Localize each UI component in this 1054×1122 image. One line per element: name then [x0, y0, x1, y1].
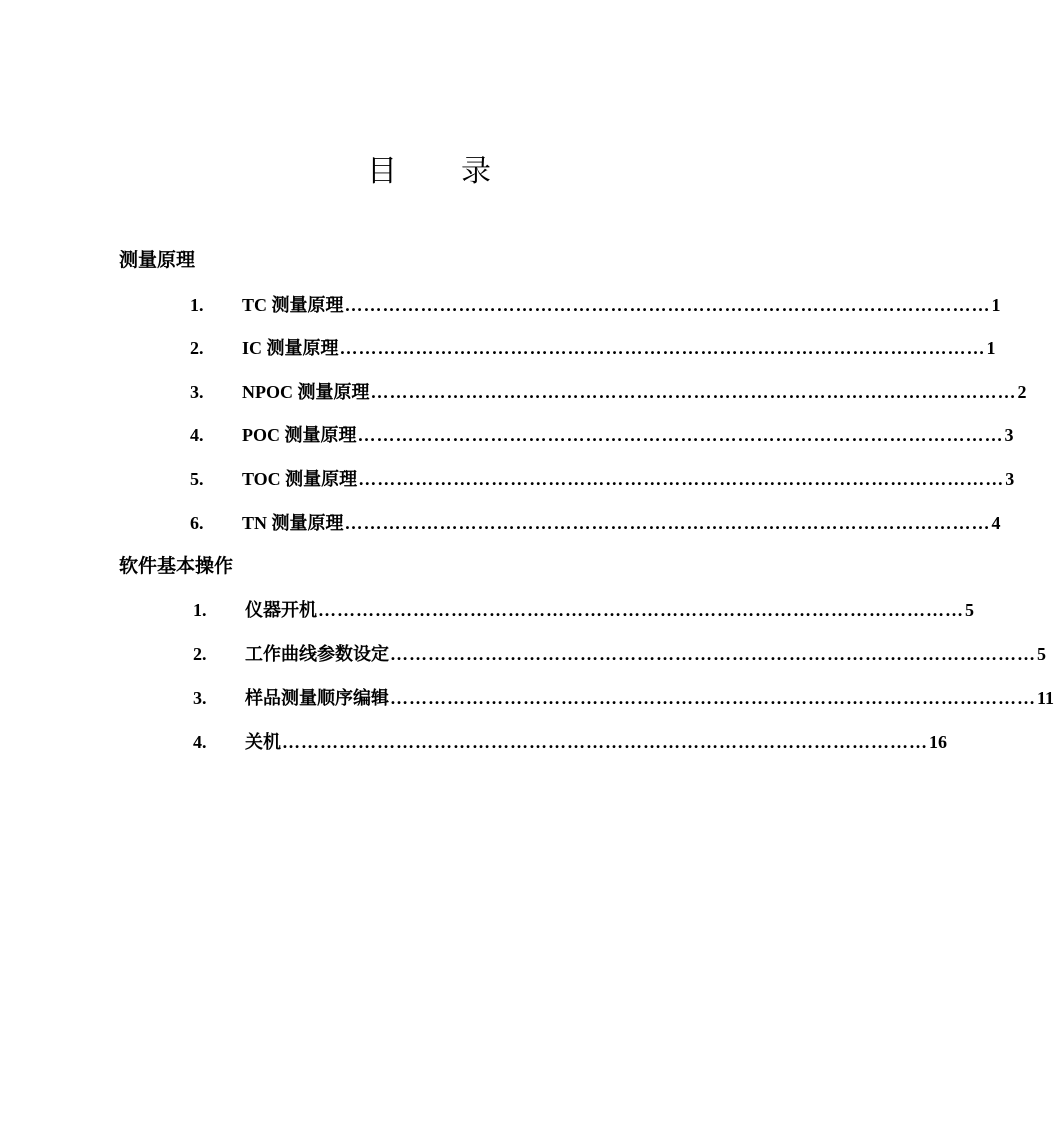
toc-entry-row: [242, 379, 1027, 405]
toc-entry-number: 1.: [190, 295, 204, 315]
toc-entry[interactable]: [0, 510, 1001, 536]
toc-title-char-1: 目: [367, 154, 397, 189]
toc-leader-dots: …………………………………………………………………………………………: [344, 513, 991, 533]
toc-entry-row: [242, 466, 1015, 492]
toc-title-char-2: 录: [461, 154, 491, 189]
toc-entry-row: [245, 729, 947, 755]
toc-entry-page: 16: [929, 732, 947, 752]
toc-entry-number: 5.: [190, 469, 204, 489]
toc-entry-row: [242, 335, 996, 361]
toc-entry-page: 3: [1004, 425, 1014, 445]
toc-entry-label: TOC 测量原理: [242, 469, 358, 489]
toc-entry-label: 关机: [245, 732, 281, 752]
toc-entry-page: 3: [1005, 469, 1015, 489]
toc-entry-page: 5: [1037, 644, 1046, 664]
toc-entry-label: 样品测量顺序编辑: [245, 688, 389, 708]
toc-entry-page: 1: [986, 338, 996, 358]
section-heading-measurement-principles: 测量原理: [119, 249, 196, 271]
toc-entry-row: [245, 685, 1054, 711]
toc-entry[interactable]: [0, 597, 974, 623]
toc-entry-number: 2.: [193, 644, 207, 664]
toc-entry-number: 2.: [190, 338, 204, 358]
toc-leader-dots: …………………………………………………………………………………………: [318, 600, 964, 620]
toc-leader-dots: …………………………………………………………………………………………: [390, 644, 1036, 664]
toc-entry-row: [242, 422, 1014, 448]
toc-entry-page: 2: [1017, 382, 1027, 402]
toc-title: [0, 148, 858, 196]
toc-entry-number: 3.: [193, 688, 207, 708]
toc-entry-row: [245, 641, 1046, 667]
toc-entry-row: [242, 292, 1001, 318]
toc-leader-dots: …………………………………………………………………………………………: [344, 295, 991, 315]
toc-leader-dots: …………………………………………………………………………………………: [282, 732, 928, 752]
toc-entry-row: [242, 510, 1001, 536]
toc-leader-dots: …………………………………………………………………………………………: [339, 338, 986, 358]
toc-entry-label: 仪器开机: [245, 600, 317, 620]
toc-entry-label: POC 测量原理: [242, 425, 357, 445]
toc-entry-page: 4: [991, 513, 1001, 533]
toc-entry-page: 5: [965, 600, 974, 620]
toc-entry-number: 3.: [190, 382, 204, 402]
toc-entry-label: TN 测量原理: [242, 513, 344, 533]
toc-entry-number: 4.: [190, 425, 204, 445]
toc-entry[interactable]: [0, 335, 996, 361]
toc-leader-dots: …………………………………………………………………………………………: [370, 382, 1017, 402]
toc-leader-dots: …………………………………………………………………………………………: [390, 688, 1036, 708]
toc-leader-dots: …………………………………………………………………………………………: [358, 469, 1005, 489]
toc-entry[interactable]: [0, 379, 1027, 405]
toc-entry[interactable]: [0, 729, 947, 755]
toc-entry-page: 11: [1037, 688, 1054, 708]
toc-entry-number: 1.: [193, 600, 207, 620]
toc-entry-number: 4.: [193, 732, 207, 752]
toc-entry-number: 6.: [190, 513, 204, 533]
toc-entry[interactable]: [0, 685, 1054, 711]
toc-entry-label: IC 测量原理: [242, 338, 339, 358]
toc-entry[interactable]: [0, 292, 1001, 318]
toc-entry-row: [245, 597, 974, 623]
section-heading-software-operation: 软件基本操作: [119, 555, 234, 577]
toc-entry-label: TC 测量原理: [242, 295, 344, 315]
toc-entry[interactable]: [0, 466, 1015, 492]
toc-entry-label: NPOC 测量原理: [242, 382, 370, 402]
toc-entry[interactable]: [0, 641, 1046, 667]
toc-leader-dots: …………………………………………………………………………………………: [357, 425, 1004, 445]
toc-entry[interactable]: [0, 422, 1014, 448]
toc-entry-page: 1: [991, 295, 1001, 315]
toc-entry-label: 工作曲线参数设定: [245, 644, 389, 664]
